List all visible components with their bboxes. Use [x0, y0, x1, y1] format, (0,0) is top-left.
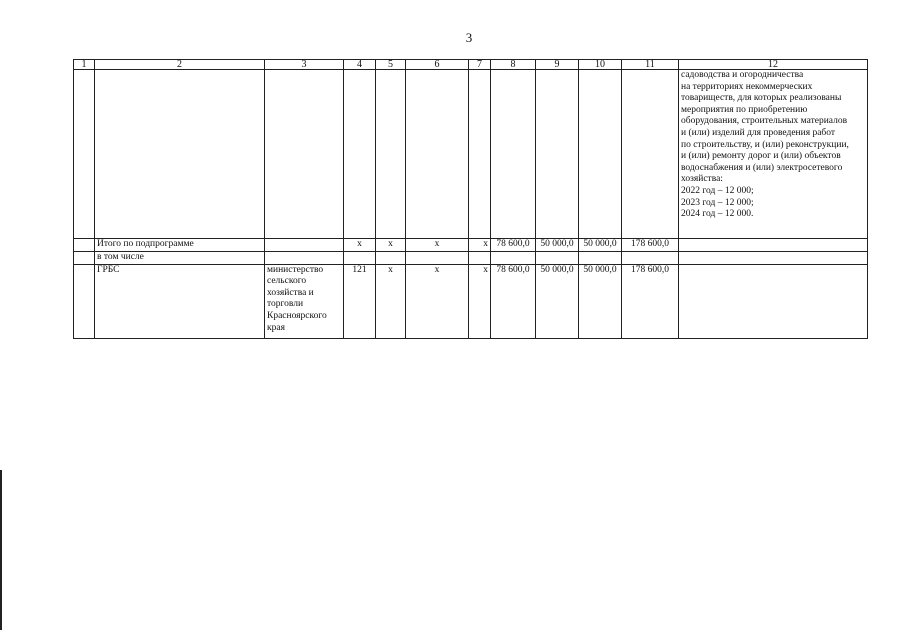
- column-header: 6: [406, 60, 469, 70]
- description-line: и (или) ремонту дорог и (или) объектов: [681, 151, 841, 162]
- description-line: оборудования, строительных материалов: [681, 116, 848, 127]
- grbs-row: [74, 264, 868, 338]
- organization-line: сельского: [267, 276, 307, 287]
- organization-line: хозяйства и: [267, 287, 314, 298]
- total-row: [74, 239, 868, 252]
- table-cell: [622, 70, 679, 239]
- table-cell: [265, 252, 344, 265]
- table-cell: [376, 70, 406, 239]
- total-c6: x: [406, 239, 469, 252]
- column-header: 1: [74, 60, 95, 70]
- description-line: 2022 год – 12 000;: [681, 185, 754, 196]
- organization-line: торговли: [267, 299, 304, 310]
- total-2024: 50 000,0: [579, 239, 622, 252]
- table-cell: [679, 264, 868, 338]
- total-sum: 178 600,0: [622, 239, 679, 252]
- table-cell: [74, 70, 95, 239]
- organization-line: края: [267, 322, 285, 333]
- total-c4: x: [344, 239, 376, 252]
- table-cell: [679, 252, 868, 265]
- grbs-2022: 78 600,0: [491, 264, 536, 338]
- budget-table: [73, 59, 868, 339]
- table-cell: [344, 70, 376, 239]
- table-cell: [344, 252, 376, 265]
- grbs-code: 121: [344, 264, 376, 338]
- table-cell: [622, 252, 679, 265]
- total-label: Итого по подпрограмме: [95, 239, 265, 252]
- total-c7: x: [469, 239, 491, 252]
- table-cell: [579, 70, 622, 239]
- description-line: садоводства и огородничества: [681, 70, 804, 80]
- description-line: по строительству, и (или) реконструкции,: [681, 139, 849, 150]
- grbs-c6: x: [406, 264, 469, 338]
- table-cell: [469, 252, 491, 265]
- column-header: 4: [344, 60, 376, 70]
- description-line: 2024 год – 12 000.: [681, 209, 754, 220]
- description-line: мероприятия по приобретению: [681, 104, 808, 115]
- scan-edge-line: [0, 470, 2, 630]
- description-row: [74, 70, 868, 239]
- table-cell: [536, 70, 579, 239]
- grbs-2023: 50 000,0: [536, 264, 579, 338]
- description-line: на территориях некоммерческих: [681, 81, 813, 92]
- table-cell: [406, 252, 469, 265]
- table-cell: [491, 70, 536, 239]
- including-row: [74, 252, 868, 265]
- grbs-sum: 178 600,0: [622, 264, 679, 338]
- grbs-c5: x: [376, 264, 406, 338]
- table-cell: [679, 239, 868, 252]
- table-cell: [536, 252, 579, 265]
- table-cell: [74, 264, 95, 338]
- column-number-row: [74, 60, 868, 70]
- table-cell: [74, 252, 95, 265]
- column-header: 12: [679, 60, 868, 70]
- description-line: товариществ, для которых реализованы: [681, 93, 842, 104]
- column-header: 11: [622, 60, 679, 70]
- organization-line: Красноярского: [267, 310, 327, 321]
- grbs-organization: [265, 264, 344, 338]
- grbs-label: ГРБС: [95, 264, 265, 338]
- column-header: 9: [536, 60, 579, 70]
- table-cell: [376, 252, 406, 265]
- page-number: 3: [465, 30, 473, 45]
- grbs-c7: x: [469, 264, 491, 338]
- total-2023: 50 000,0: [536, 239, 579, 252]
- description-line: водоснабжения и (или) электросетевого: [681, 162, 843, 173]
- table-cell: [406, 70, 469, 239]
- description-line: хозяйства:: [681, 174, 723, 185]
- including-label: в том числе: [95, 252, 265, 265]
- column-header: 7: [469, 60, 491, 70]
- description-line: 2023 год – 12 000;: [681, 197, 754, 208]
- table-cell: [469, 70, 491, 239]
- total-2022: 78 600,0: [491, 239, 536, 252]
- organization-line: министерство: [267, 264, 324, 275]
- column-header: 10: [579, 60, 622, 70]
- column-header: 5: [376, 60, 406, 70]
- expected-result-cell: [679, 70, 868, 239]
- table-cell: [265, 70, 344, 239]
- table-cell: [95, 70, 265, 239]
- column-header: 8: [491, 60, 536, 70]
- total-grbs-cell: [265, 239, 344, 252]
- column-header: 2: [95, 60, 265, 70]
- grbs-2024: 50 000,0: [579, 264, 622, 338]
- table-cell: [74, 239, 95, 252]
- description-line: и (или) изделий для проведения работ: [681, 127, 836, 138]
- table-cell: [579, 252, 622, 265]
- total-c5: x: [376, 239, 406, 252]
- column-header: 3: [265, 60, 344, 70]
- table-cell: [491, 252, 536, 265]
